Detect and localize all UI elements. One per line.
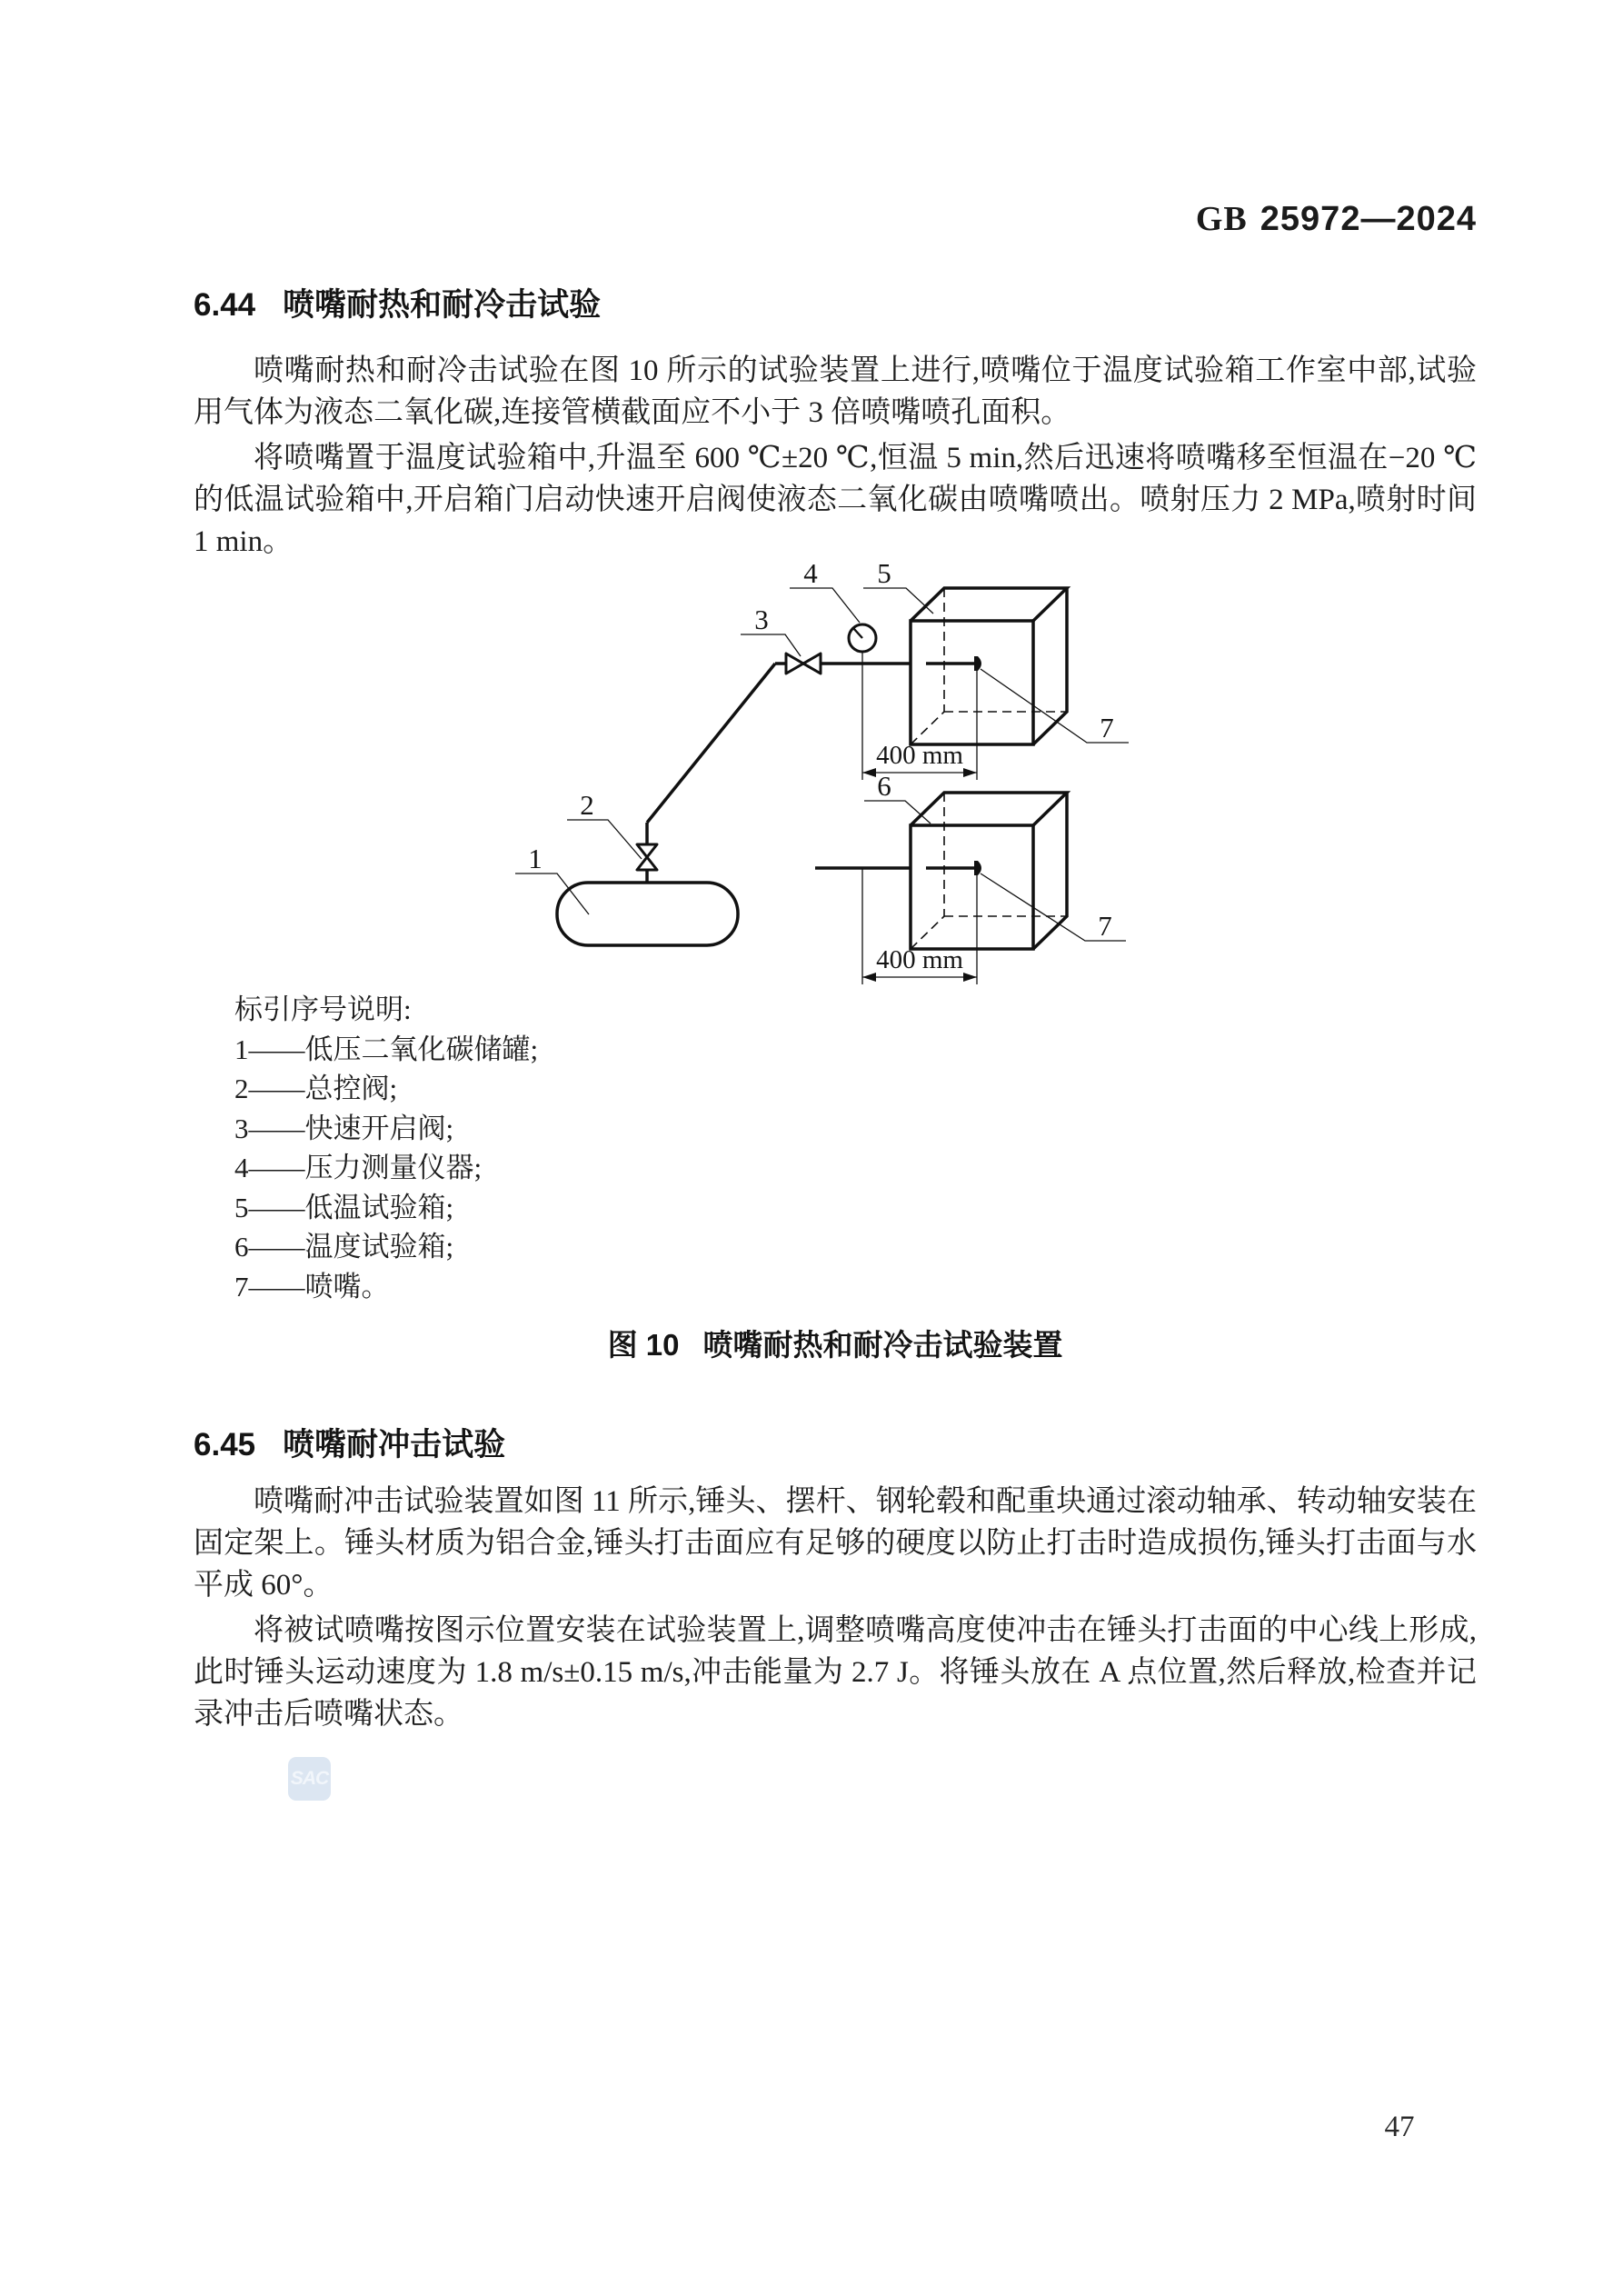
co2-storage-tank: [557, 883, 738, 945]
paragraph: 喷嘴耐冲击试验装置如图 11 所示,锤头、摆杆、钢轮毂和配重块通过滚动轴承、转动轴安装在固定架上。锤头材质为铝合金,锤头打击面应有足够的硬度以防止打击时造成损伤,锤头打击面与水平成 60°。: [194, 1485, 1477, 1602]
legend-item: 7——喷嘴。: [234, 1270, 390, 1303]
section-title: 喷嘴耐冲击试验: [283, 1427, 506, 1462]
dimension-bottom: [862, 868, 977, 984]
standard-prefix: GB: [1195, 200, 1248, 238]
figure-caption-number: 图 10: [607, 1328, 680, 1362]
paragraph: 喷嘴耐热和耐冷击试验在图 10 所示的试验装置上进行,喷嘴位于温度试验箱工作室中部,试验用气体为液态二氧化碳,连接管横截面应不小于 3 倍喷嘴喷孔面积。: [194, 354, 1477, 429]
section-number: 6.45: [194, 1427, 256, 1462]
nozzle-bottom: [974, 861, 981, 875]
callout-6-label: 6: [877, 770, 891, 802]
figure-caption: [194, 1328, 1477, 1363]
page-number: 47: [1384, 2111, 1415, 2143]
nozzle-top: [974, 656, 981, 671]
figure-10-diagram: [327, 559, 1163, 1032]
section-number: 6.44: [194, 287, 256, 323]
legend-item: 4——压力测量仪器;: [234, 1152, 483, 1183]
paragraph: 将喷嘴置于温度试验箱中,升温至 600 ℃±20 ℃,恒温 5 min,然后迅速将喷嘴移至恒温在−20 ℃的低温试验箱中,开启箱门启动快速开启阀使液态二氧化碳由喷嘴喷出。喷射压力 2 MPa,喷射时间 1 min。: [194, 442, 1477, 558]
legend-item: 5——低温试验箱;: [234, 1191, 454, 1223]
sac-watermark: [288, 1757, 331, 1801]
dimension-top-label: 400 mm: [876, 741, 963, 770]
callout-1: [515, 843, 589, 914]
section-644-body: [194, 350, 1477, 563]
temp-chamber: [911, 793, 1067, 949]
section-645-body: [194, 1481, 1477, 1735]
callout-3: [741, 604, 801, 656]
figure-legend: [234, 990, 538, 1306]
section-title: 喷嘴耐热和耐冷击试验: [283, 287, 602, 323]
figure-caption-title: 喷嘴耐热和耐冷击试验装置: [702, 1328, 1063, 1362]
legend-item: 6——温度试验箱;: [234, 1231, 454, 1263]
callout-1-label: 1: [528, 843, 543, 874]
callout-5: [863, 559, 933, 614]
legend-item: 3——快速开启阀;: [234, 1112, 454, 1144]
callout-7-top-label: 7: [1100, 712, 1114, 744]
section-heading-645: [194, 1427, 505, 1463]
sac-watermark-text: SAC: [290, 1768, 329, 1789]
section-heading-644: [194, 287, 601, 324]
callout-2-label: 2: [580, 789, 594, 821]
quick-open-valve: [786, 654, 821, 674]
callout-4: [790, 559, 860, 623]
dimension-bottom-label: 400 mm: [876, 945, 963, 974]
callout-7-top: [981, 669, 1129, 744]
pipe-diagonal: [647, 664, 775, 823]
legend-title: 标引序号说明:: [234, 993, 412, 1025]
callout-2: [567, 789, 642, 859]
pressure-gauge: [849, 624, 876, 664]
low-temp-chamber: [911, 588, 1067, 744]
dimension-top: [862, 664, 977, 780]
standard-number-header: [194, 200, 1477, 238]
callout-5-label: 5: [877, 559, 891, 589]
legend-item: 2——总控阀;: [234, 1073, 398, 1104]
callout-4-label: 4: [803, 559, 818, 589]
callout-3-label: 3: [754, 604, 769, 635]
legend-item: 1——低压二氧化碳储罐;: [234, 1033, 539, 1065]
paragraph: 将被试喷嘴按图示位置安装在试验装置上,调整喷嘴高度使冲击在锤头打击面的中心线上形成,此时锤头运动速度为 1.8 m/s±0.15 m/s,冲击能量为 2.7 J。将锤头放在 A 点位置,然后释放,检查并记录冲击后喷嘴状态。: [194, 1614, 1477, 1731]
callout-7-bottom-label: 7: [1098, 910, 1112, 942]
standard-code: 25972—2024: [1260, 200, 1477, 238]
